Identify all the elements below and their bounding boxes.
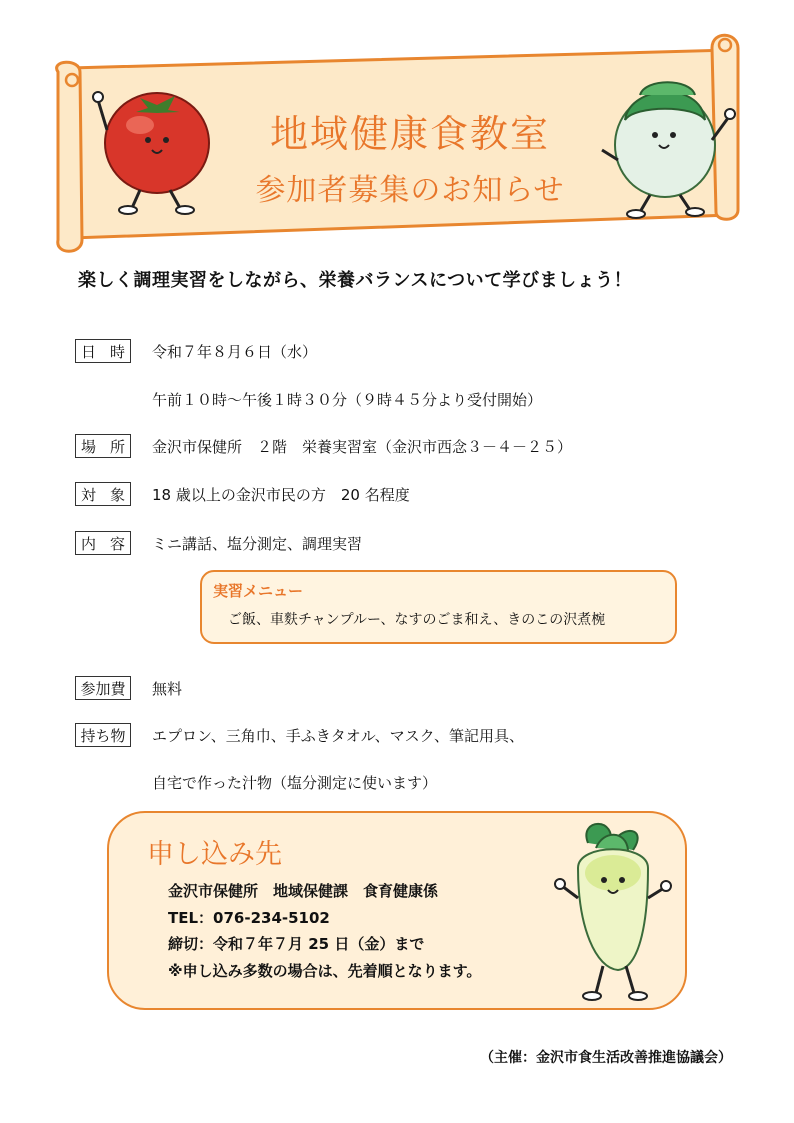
- label-content: [75, 531, 131, 555]
- time-value: 午前１０時～午後１時３０分（９時４５分より受付開始）: [152, 391, 543, 409]
- label-target: [75, 482, 131, 506]
- contact-tel: TEL：076-234-5102: [168, 909, 330, 927]
- items-value-line2: 自宅で作った汁物（塩分測定に使います）: [152, 774, 438, 792]
- label-date: [75, 339, 131, 363]
- organizer-footer: （主催：金沢市食生活改善推進協議会）: [480, 1050, 732, 1066]
- label-content-char1: 内: [81, 534, 97, 553]
- label-date-char2: 時: [109, 342, 125, 361]
- contact-org: 金沢市保健所 地域保健課 食育健康係: [168, 882, 439, 900]
- menu-title: 実習メニュー: [213, 582, 304, 600]
- lead-text: 楽しく調理実習をしながら、栄養バランスについて学びましょう！: [78, 270, 633, 291]
- label-date-char1: 日: [81, 342, 97, 361]
- page-subtitle: 参加者募集のお知らせ: [255, 173, 565, 208]
- label-content-char2: 容: [109, 534, 125, 553]
- contact-deadline: 締切：令和７年７月 25 日（金）まで: [168, 935, 425, 953]
- date-value: 令和７年８月６日（水）: [152, 343, 318, 361]
- label-place-char2: 所: [109, 437, 125, 456]
- contact-note: ※申し込み多数の場合は、先着順となります。: [168, 962, 482, 980]
- contact-title: 申し込み先: [147, 839, 282, 870]
- place-value: 金沢市保健所 ２階 栄養実習室（金沢市西念３－４－２５）: [152, 438, 573, 456]
- label-target-char2: 象: [109, 485, 125, 504]
- label-target-char1: 対: [81, 485, 97, 504]
- label-place-char1: 場: [81, 437, 97, 456]
- radish-icon: [548, 818, 678, 1008]
- target-value: 18 歳以上の金沢市民の方 20 名程度: [152, 486, 410, 504]
- fee-value: 無料: [152, 680, 183, 698]
- page-title: 地域健康食教室: [269, 112, 550, 156]
- label-place: [75, 434, 131, 458]
- content-value: ミニ講話、塩分測定、調理実習: [152, 535, 363, 553]
- label-fee: 参加費: [75, 676, 131, 700]
- menu-items: ご飯、車麩チャンプルー、なすのごま和え、きのこの沢煮椀: [228, 612, 606, 628]
- label-items: 持ち物: [75, 723, 131, 747]
- items-value-line1: エプロン、三角巾、手ふきタオル、マスク、筆記用具、: [152, 727, 525, 745]
